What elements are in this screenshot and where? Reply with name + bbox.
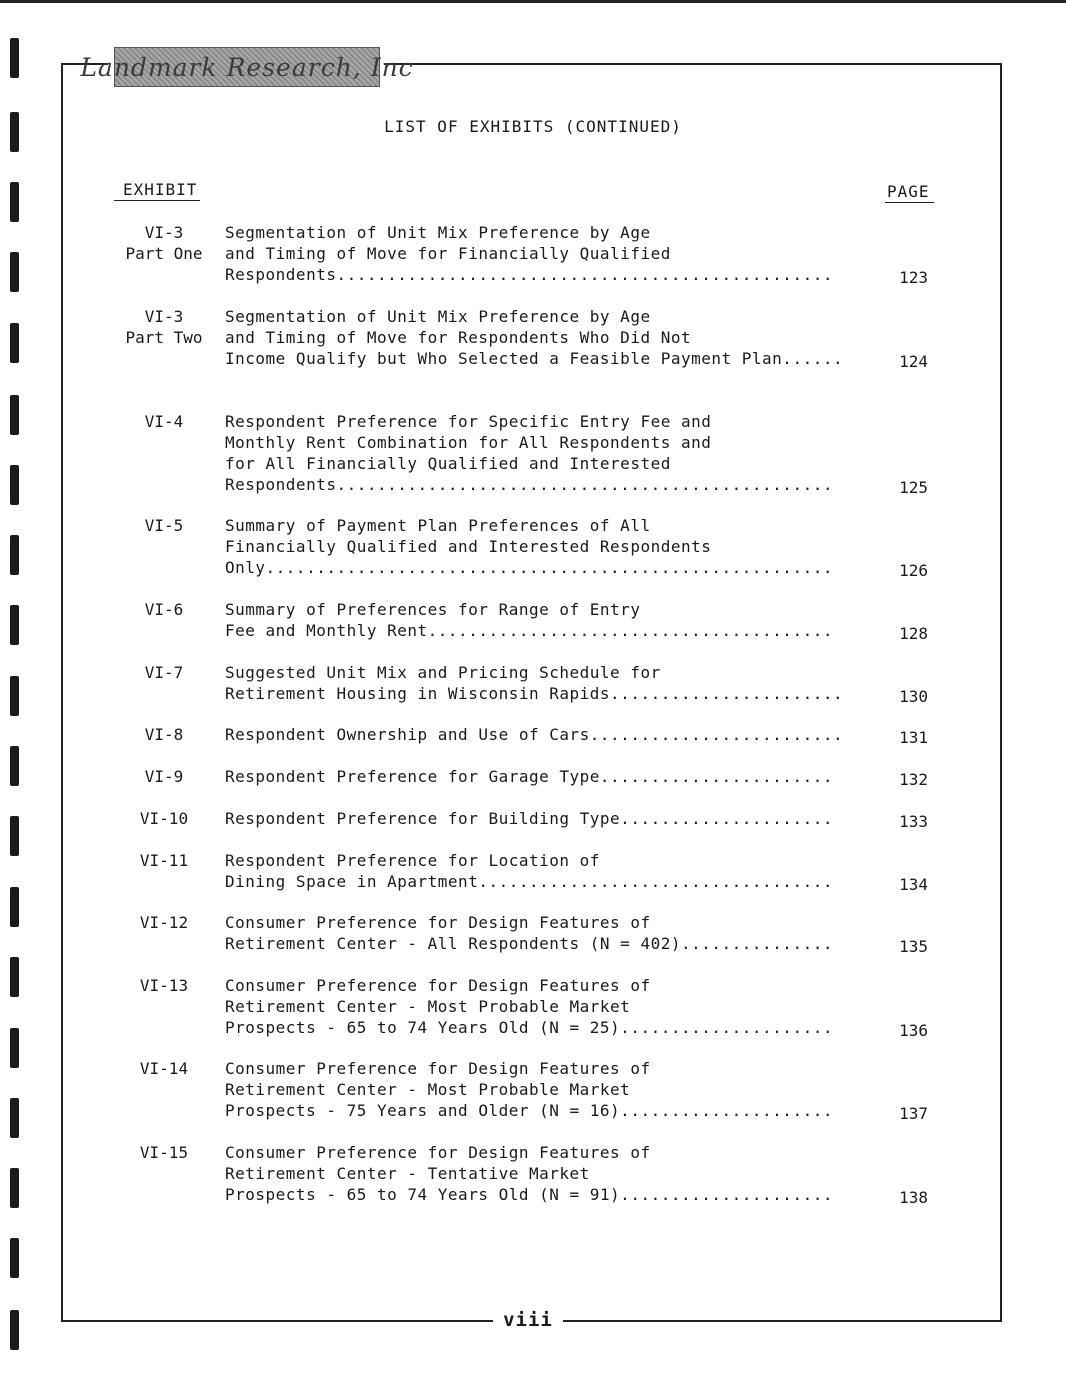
exhibit-page-number: 137: [899, 1104, 928, 1123]
exhibit-title: Respondent Preference for Building Type.....................: [225, 809, 833, 828]
exhibit-title: Segmentation of Unit Mix Preference by Age and Timing of Move for Respondents Who Did Not Income Qualify but Who Selected a Feasible Payment Plan......: [225, 307, 844, 368]
exhibit-page-number: 134: [899, 875, 928, 894]
exhibit-page-number: 131: [899, 728, 928, 747]
exhibit-number: VI-10: [139, 809, 189, 828]
exhibit-number: VI-5: [144, 516, 184, 535]
exhibit-page-number: 133: [899, 812, 928, 831]
exhibit-title: Suggested Unit Mix and Pricing Schedule for Retirement Housing in Wisconsin Rapids.......................: [225, 663, 844, 703]
exhibit-title: Consumer Preference for Design Features of Retirement Center - Most Probable Market Prospects - 65 to 74 Years Old (N = 25).....................: [225, 976, 833, 1037]
exhibit-number: VI-3 Part One: [125, 223, 203, 263]
exhibit-number: VI-4: [144, 412, 184, 431]
page-top-edge: [0, 0, 1066, 3]
exhibit-page-number: 138: [899, 1188, 928, 1207]
exhibit-page-number: 124: [899, 352, 928, 371]
exhibit-number: VI-12: [139, 913, 189, 932]
page-number: viii: [503, 1309, 553, 1331]
exhibit-title: Summary of Payment Plan Preferences of All Financially Qualified and Interested Respondents Only........................................................: [225, 516, 833, 577]
exhibit-number: VI-11: [139, 851, 189, 870]
exhibit-title: Consumer Preference for Design Features of Retirement Center - Tentative Market Prospects - 65 to 74 Years Old (N = 91).....................: [225, 1143, 833, 1204]
column-header-exhibit: EXHIBIT: [114, 180, 200, 201]
exhibit-title: Consumer Preference for Design Features of Retirement Center - Most Probable Market Prospects - 75 Years and Older (N = 16).....................: [225, 1059, 833, 1120]
exhibit-page-number: 130: [899, 687, 928, 706]
exhibit-title: Segmentation of Unit Mix Preference by Age and Timing of Move for Financially Qualified Respondents.................................................: [225, 223, 833, 284]
exhibit-number: VI-9: [144, 767, 184, 786]
exhibit-title: Respondent Preference for Specific Entry Fee and Monthly Rent Combination for All Respondents and for All Financially Qualified and Interested Respondents.................................................: [225, 412, 833, 494]
exhibit-page-number: 125: [899, 478, 928, 497]
exhibit-number: VI-14: [139, 1059, 189, 1078]
page-title: LIST OF EXHIBITS (CONTINUED): [384, 117, 682, 136]
exhibit-page-number: 128: [899, 624, 928, 643]
exhibit-number: VI-3 Part Two: [125, 307, 203, 347]
binder-holes: [10, 0, 24, 1380]
exhibit-title: Respondent Preference for Garage Type.......................: [225, 767, 833, 786]
exhibit-page-number: 135: [899, 937, 928, 956]
exhibit-number: VI-8: [144, 725, 184, 744]
exhibit-page-number: 132: [899, 770, 928, 789]
exhibit-page-number: 136: [899, 1021, 928, 1040]
exhibit-title: Respondent Preference for Location of Dining Space in Apartment...................................: [225, 851, 833, 891]
exhibit-number: VI-13: [139, 976, 189, 995]
exhibit-title: Consumer Preference for Design Features of Retirement Center - All Respondents (N = 402)...............: [225, 913, 833, 953]
exhibit-number: VI-15: [139, 1143, 189, 1162]
column-header-page: PAGE: [885, 182, 934, 203]
exhibit-title: Respondent Ownership and Use of Cars.........................: [225, 725, 844, 744]
exhibit-number: VI-6: [144, 600, 184, 619]
company-logo: Landmark Research, Inc: [114, 47, 380, 87]
exhibit-page-number: 126: [899, 561, 928, 580]
exhibit-page-number: 123: [899, 268, 928, 287]
exhibit-number: VI-7: [144, 663, 184, 682]
exhibit-title: Summary of Preferences for Range of Entry Fee and Monthly Rent........................................: [225, 600, 833, 640]
